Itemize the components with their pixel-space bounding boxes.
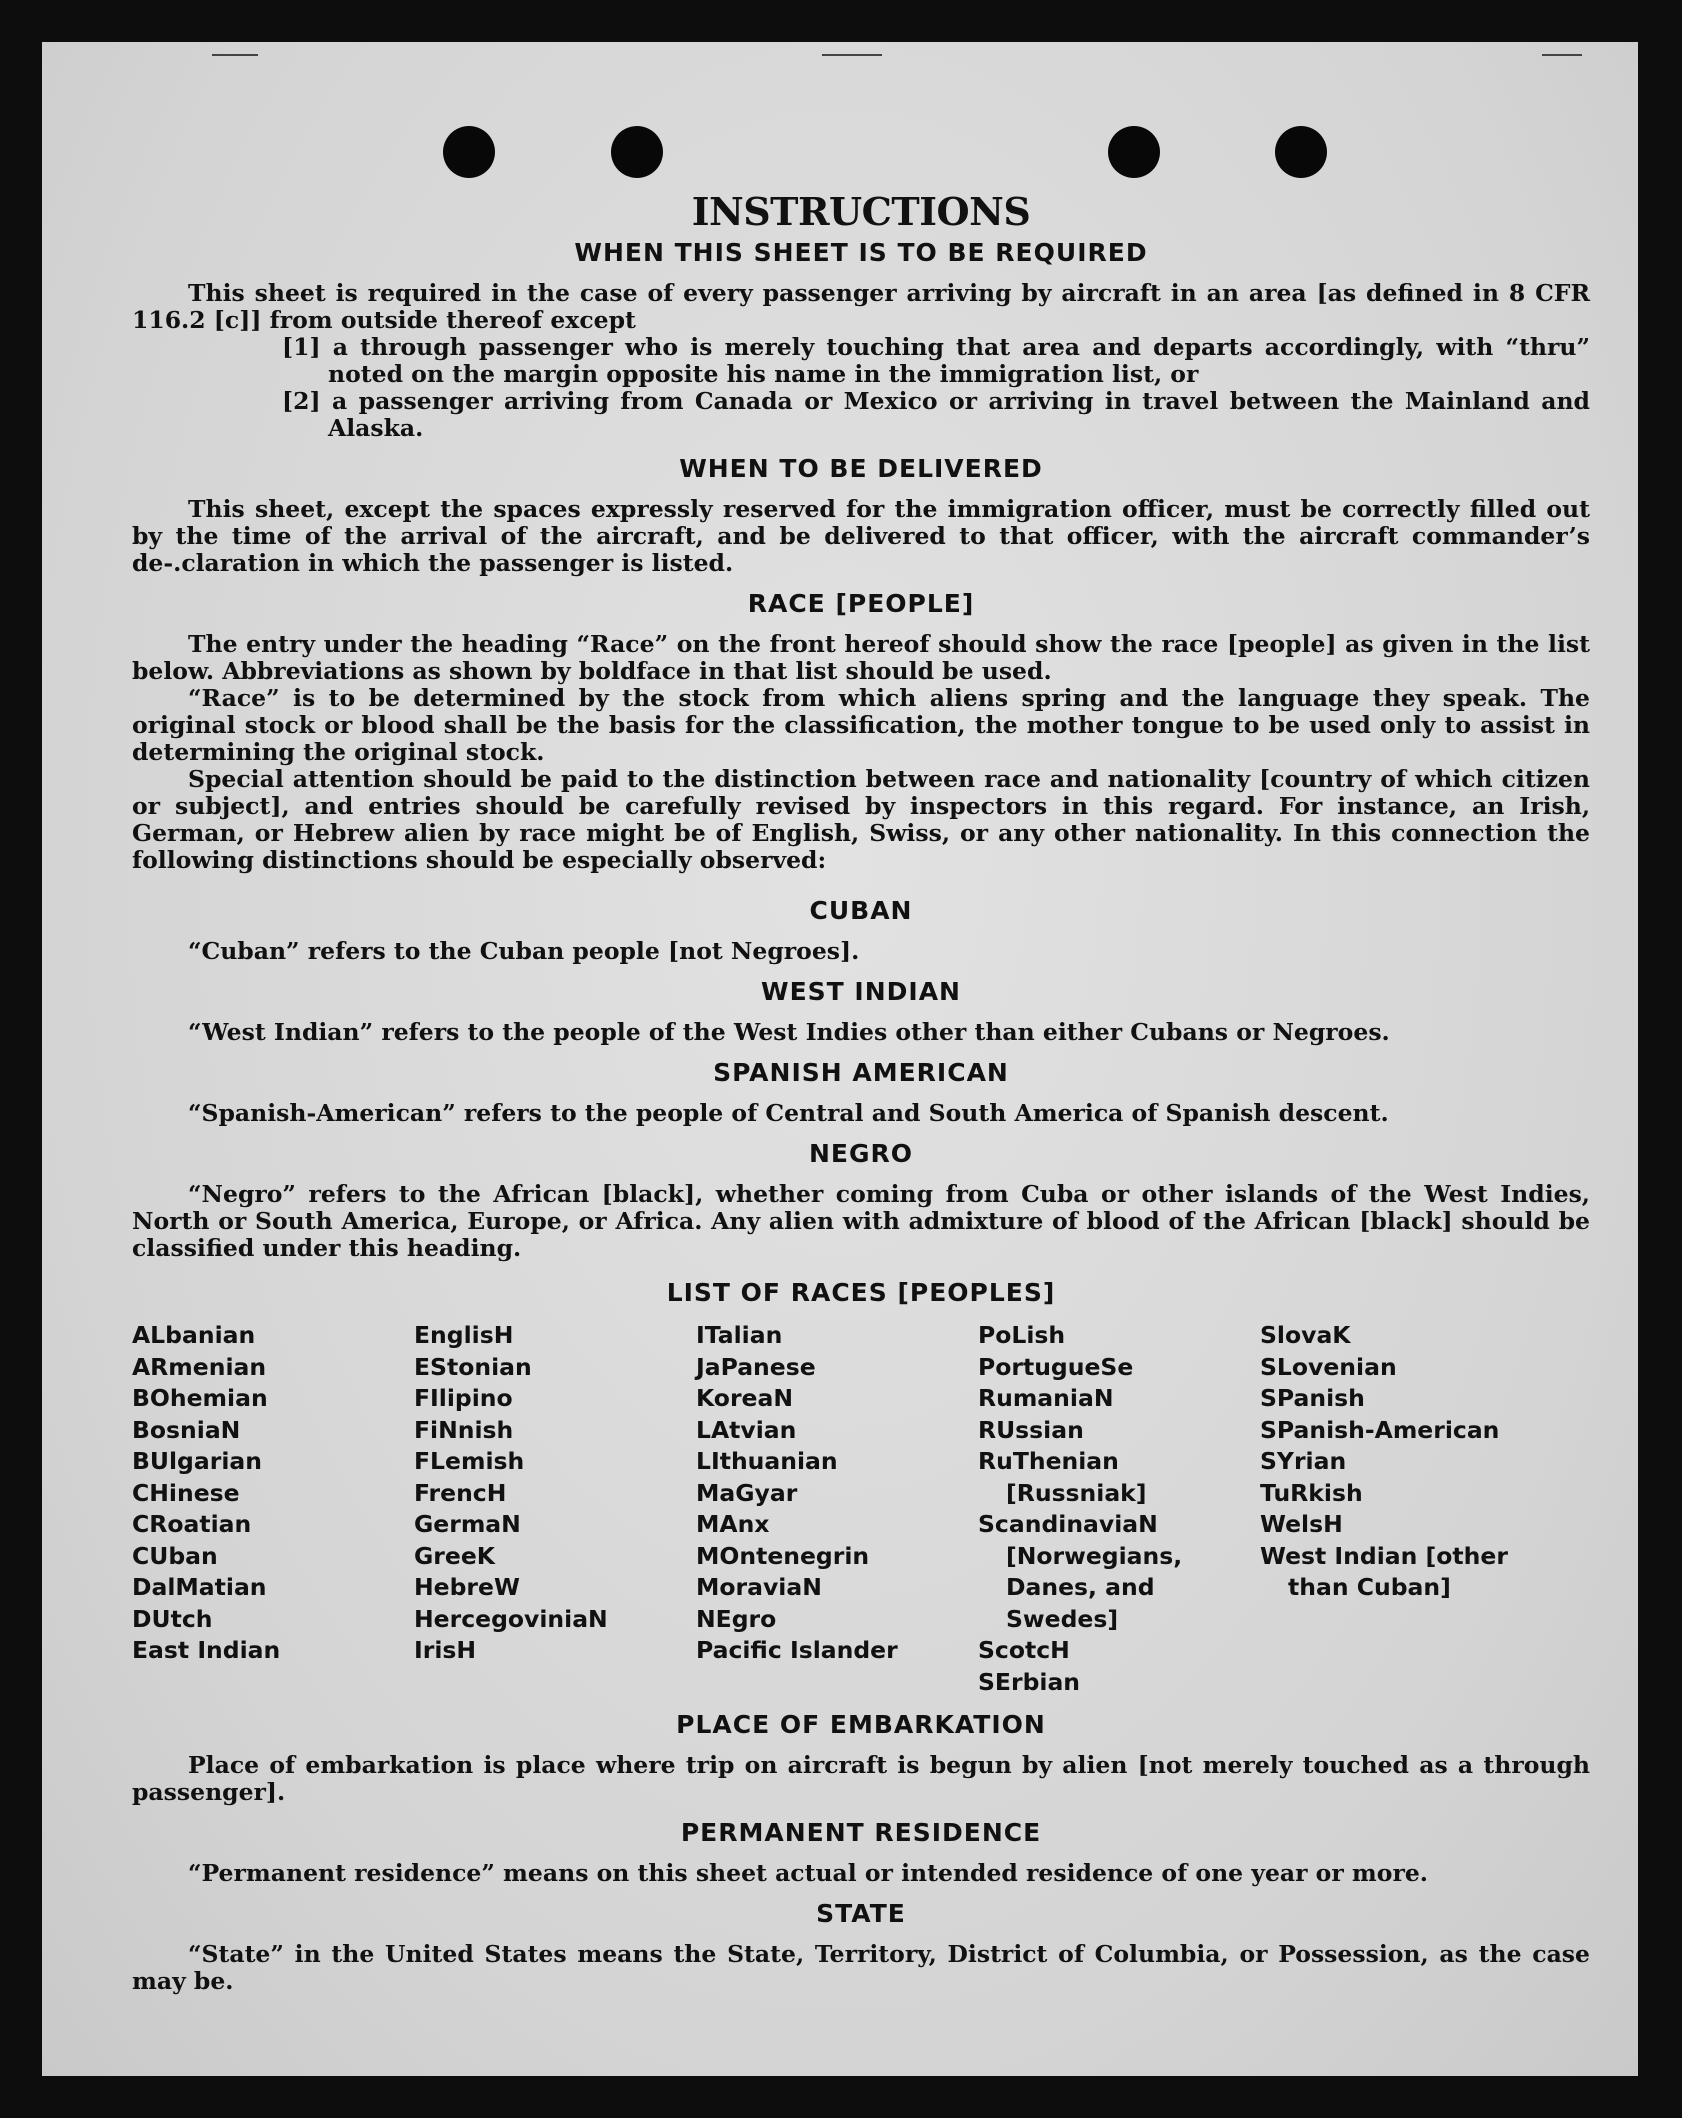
cuban-text: “Cuban” refers to the Cuban people [not Negroes]. xyxy=(188,937,860,965)
punch-hole xyxy=(1275,126,1327,178)
race-entry: ScotcH xyxy=(978,1636,1070,1664)
race-entry: FLemish xyxy=(414,1447,525,1475)
section-heading-state: STATE xyxy=(816,1899,906,1928)
race-entry: BUlgarian xyxy=(132,1447,262,1475)
race-column-2 xyxy=(414,1320,696,1698)
exception-item-1: [1] a through passenger who is merely touching that area and departs accordingly, with “thru” noted on the margin opposite his name in the immigration list, or xyxy=(282,333,1590,388)
punch-hole xyxy=(1108,126,1160,178)
race-entry: EStonian xyxy=(414,1352,532,1381)
race-entry: SLovenian xyxy=(1260,1352,1397,1381)
race-entry: JaPanese xyxy=(696,1352,816,1381)
race-entry: RuThenian [Russniak] xyxy=(978,1447,1147,1507)
staple-mark xyxy=(822,54,882,56)
race-entry: HercegoviniaN xyxy=(414,1604,608,1633)
race-column-5 xyxy=(1260,1320,1542,1698)
race-entry: SPanish xyxy=(1260,1384,1365,1412)
race-entry: BosniaN xyxy=(132,1415,241,1444)
race-entry: DUtch xyxy=(132,1604,213,1633)
page-title: INSTRUCTIONS xyxy=(691,189,1031,234)
race-entry: CRoatian xyxy=(132,1510,252,1538)
section-heading-permanent-residence: PERMANENT RESIDENCE xyxy=(680,1818,1042,1847)
race-entry: SlovaK xyxy=(1260,1321,1351,1349)
race-entry: RUssian xyxy=(978,1415,1084,1444)
race-entry: PortugueSe xyxy=(978,1352,1134,1381)
when-delivered-text: This sheet, except the spaces expressly reserved for the immigration officer, must be correctly filled out by the time of the arrival of the aircraft, and be delivered to that officer, with the aircraft commander’s de-.claration in which the passenger is listed. xyxy=(132,495,1590,577)
race-entry: NEgro xyxy=(696,1604,777,1633)
race-paragraph-3: Special attention should be paid to the distinction between race and nationality [country of which citizen or subject], and entries should be carefully revised by inspectors in this regard. For instance, an Irish, German, or Hebrew alien by race might be of English, Swiss, or any other nationality. In this connection the following distinctions should be especially observed: xyxy=(132,765,1590,874)
west-indian-text: “West Indian” refers to the people of the West Indies other than either Cubans or Negroes. xyxy=(188,1018,1390,1046)
race-entry: MoraviaN xyxy=(696,1573,822,1601)
race-entry: ALbanian xyxy=(132,1321,256,1349)
race-entry: IrisH xyxy=(414,1636,477,1664)
race-entry: MaGyar xyxy=(696,1478,798,1507)
punch-hole xyxy=(443,126,495,178)
permanent-residence-text: “Permanent residence” means on this sheet actual or intended residence of one year or more. xyxy=(188,1859,1428,1887)
race-entry: KoreaN xyxy=(696,1384,793,1412)
list-of-races xyxy=(132,1320,1590,1698)
race-entry: LAtvian xyxy=(696,1415,797,1444)
race-entry: HebreW xyxy=(414,1573,520,1601)
race-entry: SYrian xyxy=(1260,1447,1347,1475)
section-heading-race: RACE [PEOPLE] xyxy=(747,589,975,618)
section-heading-list-of-races: LIST OF RACES [PEOPLES] xyxy=(666,1278,1056,1307)
negro-text: “Negro” refers to the African [black], whether coming from Cuba or other islands of the West Indies, North or South America, Europe, or Africa. Any alien with admixture of blood of the African [black] should be classified under this heading. xyxy=(132,1180,1590,1262)
race-entry: BOhemian xyxy=(132,1384,268,1412)
punch-hole xyxy=(611,126,663,178)
race-entry: East Indian xyxy=(132,1636,281,1664)
race-entry: MOntenegrin xyxy=(696,1541,870,1570)
race-entry: ARmenian xyxy=(132,1352,267,1381)
section-heading-cuban: CUBAN xyxy=(809,896,913,925)
race-entry: CHinese xyxy=(132,1478,240,1507)
race-entry: ScandinaviaN [Norwegians, Danes, and Swedes] xyxy=(978,1510,1183,1633)
race-paragraph-2: “Race” is to be determined by the stock from which aliens spring and the language they speak. The original stock or blood shall be the basis for the classification, the mother tongue to be used only to assist in determining the original stock. xyxy=(132,684,1590,766)
race-entry: WelsH xyxy=(1260,1510,1343,1538)
race-entry: FrencH xyxy=(414,1478,507,1507)
section-heading-west-indian: WEST INDIAN xyxy=(761,977,961,1006)
race-entry: FiNnish xyxy=(414,1415,514,1444)
race-entry: RumaniaN xyxy=(978,1384,1114,1412)
race-paragraph-1: The entry under the heading “Race” on the front hereof should show the race [people] as given in the list below. Abbreviations as shown by boldface in that list should be used. xyxy=(132,630,1590,685)
race-entry: LIthuanian xyxy=(696,1447,838,1475)
race-entry: EnglisH xyxy=(414,1321,514,1349)
section-heading-negro: NEGRO xyxy=(808,1139,914,1168)
staple-mark xyxy=(212,54,258,56)
section-heading-embarkation: PLACE OF EMBARKATION xyxy=(676,1710,1046,1739)
race-entry: TuRkish xyxy=(1260,1478,1363,1507)
race-column-4 xyxy=(978,1320,1260,1698)
spanish-american-text: “Spanish-American” refers to the people of Central and South America of Spanish descent. xyxy=(188,1099,1389,1127)
section-heading-when-delivered: WHEN TO BE DELIVERED xyxy=(679,454,1043,483)
race-entry: ITalian xyxy=(696,1321,783,1349)
race-entry: GreeK xyxy=(414,1541,495,1570)
staple-mark xyxy=(1542,54,1582,56)
race-entry: SPanish-American xyxy=(1260,1415,1500,1444)
section-heading-when-required: WHEN THIS SHEET IS TO BE REQUIRED xyxy=(574,238,1148,267)
race-entry: Pacific Islander xyxy=(696,1636,898,1664)
race-column-3 xyxy=(696,1320,978,1698)
when-required-intro: This sheet is required in the case of every passenger arriving by aircraft in an area [as defined in 8 CFR 116.2 [c]] from outside thereof except xyxy=(132,279,1590,334)
race-column-1 xyxy=(132,1320,414,1698)
race-entry: FIlipino xyxy=(414,1384,513,1412)
race-entry: West Indian [other than Cuban] xyxy=(1260,1541,1508,1601)
race-entry: MAnx xyxy=(696,1510,770,1538)
state-text: “State” in the United States means the State, Territory, District of Columbia, or Possession, as the case may be. xyxy=(132,1940,1590,1995)
race-entry: DalMatian xyxy=(132,1573,267,1601)
exception-item-2: [2] a passenger arriving from Canada or Mexico or arriving in travel between the Mainland and Alaska. xyxy=(282,387,1590,442)
race-entry: SErbian xyxy=(978,1667,1081,1696)
race-entry: GermaN xyxy=(414,1510,521,1538)
instructions-content xyxy=(132,189,1590,1995)
race-entry: CUban xyxy=(132,1541,218,1570)
embarkation-text: Place of embarkation is place where trip on aircraft is begun by alien [not merely touched as a through passenger]. xyxy=(132,1751,1590,1806)
section-heading-spanish-american: SPANISH AMERICAN xyxy=(713,1058,1009,1087)
race-entry: PoLish xyxy=(978,1321,1066,1349)
document-page xyxy=(42,42,1638,2076)
